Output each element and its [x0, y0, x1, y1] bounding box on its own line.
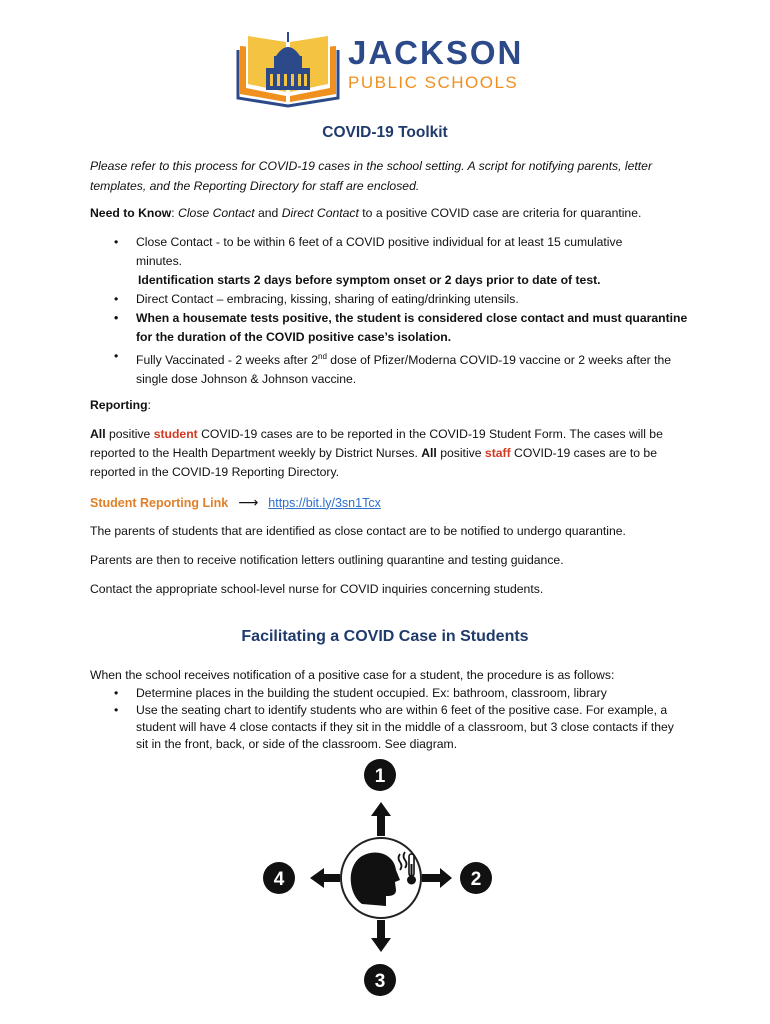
list-item [112, 685, 682, 702]
reporting-text1: COVID-19 cases are to be reported in the COVID-19 Student Form. The cases will be reported to the Health Department weekly by District Nurses. [90, 427, 663, 460]
arrow-down-icon [371, 938, 391, 952]
procedure-bullet-seating: Use the seating chart to identify students who are within 6 feet of the positive case. For example, a student will have 4 close contacts if they sit in the middle of a classroom, but 3 close contacts if they sit in the front, back, or side of the classroom. See diagram. [136, 703, 674, 751]
contact-4-badge [263, 862, 295, 894]
all-text: All [421, 446, 437, 460]
list-item [112, 290, 692, 309]
contact-3-number: 3 [374, 971, 386, 992]
bullet-icon: • [114, 235, 119, 249]
all-text: All [90, 427, 106, 441]
contact-4-number: 4 [273, 869, 285, 890]
para-contact-nurse: Contact the appropriate school-level nurse for COVID inquiries concerning students. [90, 582, 544, 596]
reporting-text2: COVID-19 cases are to be reported in the COVID-19 Reporting Directory. [90, 446, 657, 479]
identification-note: Identification starts 2 days before symptom onset or 2 days prior to date of test. [138, 273, 601, 287]
student-reporting-link-row [90, 494, 381, 511]
bullet-icon: • [114, 686, 119, 700]
contact-2-badge [460, 862, 492, 894]
contact-3-badge [364, 964, 396, 996]
arrow-down-shaft [377, 920, 385, 938]
logo-wordmark [348, 36, 523, 94]
list-item [112, 233, 692, 271]
contact-2-number: 2 [470, 869, 482, 890]
para-parents-notified: The parents of students that are identified as close contact are to be notified to undergo quarantine. [90, 524, 626, 538]
arrow-up-shaft [377, 816, 385, 836]
procedure-bullet-places: Determine places in the building the student occupied. Ex: bathroom, classroom, library [136, 686, 607, 700]
bullet-direct-contact: Direct Contact – embracing, kissing, sharing of eating/drinking utensils. [136, 292, 519, 306]
close-contact-diagram [262, 758, 500, 998]
bullet-housemate: When a housemate tests positive, the student is considered close contact and must quarantine for the duration of the COVID positive case’s isolation. [136, 311, 688, 344]
page-title: COVID-19 Toolkit [322, 124, 448, 141]
list-item [112, 347, 692, 389]
arrow-right-icon [440, 868, 452, 888]
logo-subtitle: PUBLIC SCHOOLS [348, 73, 519, 92]
long-arrow-icon: ⟶ [238, 494, 259, 510]
contact-1-number: 1 [374, 766, 386, 787]
section-heading: Facilitating a COVID Case in Students [241, 628, 529, 645]
need-to-know-label: Need to Know [90, 206, 172, 220]
bullet-vaccinated-b: dose of Pfizer/Moderna COVID-19 vaccine or 2 weeks after the single dose Johnson & Johnson vaccine. [136, 353, 672, 387]
reporting-paragraph [90, 425, 690, 482]
contact-1-badge [364, 759, 396, 791]
arrow-left-shaft [324, 874, 340, 882]
intro-text: Please refer to this process for COVID-19 cases in the school setting. A script for notifying parents, letter templates, and the Reporting Directory for staff are enclosed. [90, 159, 653, 193]
and-text: and [254, 206, 282, 220]
list-item [112, 702, 682, 753]
student-highlight: student [153, 427, 198, 441]
list-item [112, 309, 692, 347]
link-label: Student Reporting Link [90, 495, 229, 510]
book-capitol-icon [236, 28, 340, 108]
bullet-icon: • [114, 311, 119, 325]
procedure-list [112, 685, 682, 753]
positive-text: positive [105, 427, 154, 441]
bullet-icon: • [114, 292, 119, 306]
bullet-close-contact-line2: minutes. [136, 254, 183, 268]
direct-contact-term: Direct Contact [281, 206, 359, 220]
reporting-label: Reporting [90, 398, 148, 412]
bullet-vaccinated-a: Fully Vaccinated - 2 weeks after 2 [136, 353, 318, 368]
bullet-icon: • [114, 349, 119, 363]
staff-highlight: staff [484, 446, 511, 460]
arrow-left-icon [310, 868, 324, 888]
reporting-heading [90, 396, 690, 415]
bullet-icon: • [114, 703, 119, 717]
close-contact-term: Close Contact [178, 206, 255, 220]
criteria-list [112, 233, 692, 389]
bullet-close-contact-line1: Close Contact - to be within 6 feet of a COVID positive individual for at least 15 cumulative [136, 235, 623, 249]
need-to-know-sep: : [171, 206, 179, 220]
need-to-know-rest: to a positive COVID case are criteria for quarantine. [358, 206, 642, 220]
logo-name: JACKSON [348, 34, 524, 71]
arrow-right-shaft [422, 874, 440, 882]
school-logo [236, 28, 536, 108]
section-intro: When the school receives notification of a positive case for a student, the procedure is as follows: [90, 668, 615, 682]
para-notification-letters: Parents are then to receive notification letters outlining quarantine and testing guidance. [90, 553, 564, 567]
positive-text: positive [436, 446, 485, 460]
student-reporting-link[interactable]: https://bit.ly/3sn1Tcx [268, 495, 381, 510]
superscript-nd: nd [318, 352, 327, 361]
need-to-know-paragraph [90, 204, 690, 223]
reporting-colon: : [147, 398, 151, 412]
arrow-up-icon [371, 802, 391, 816]
